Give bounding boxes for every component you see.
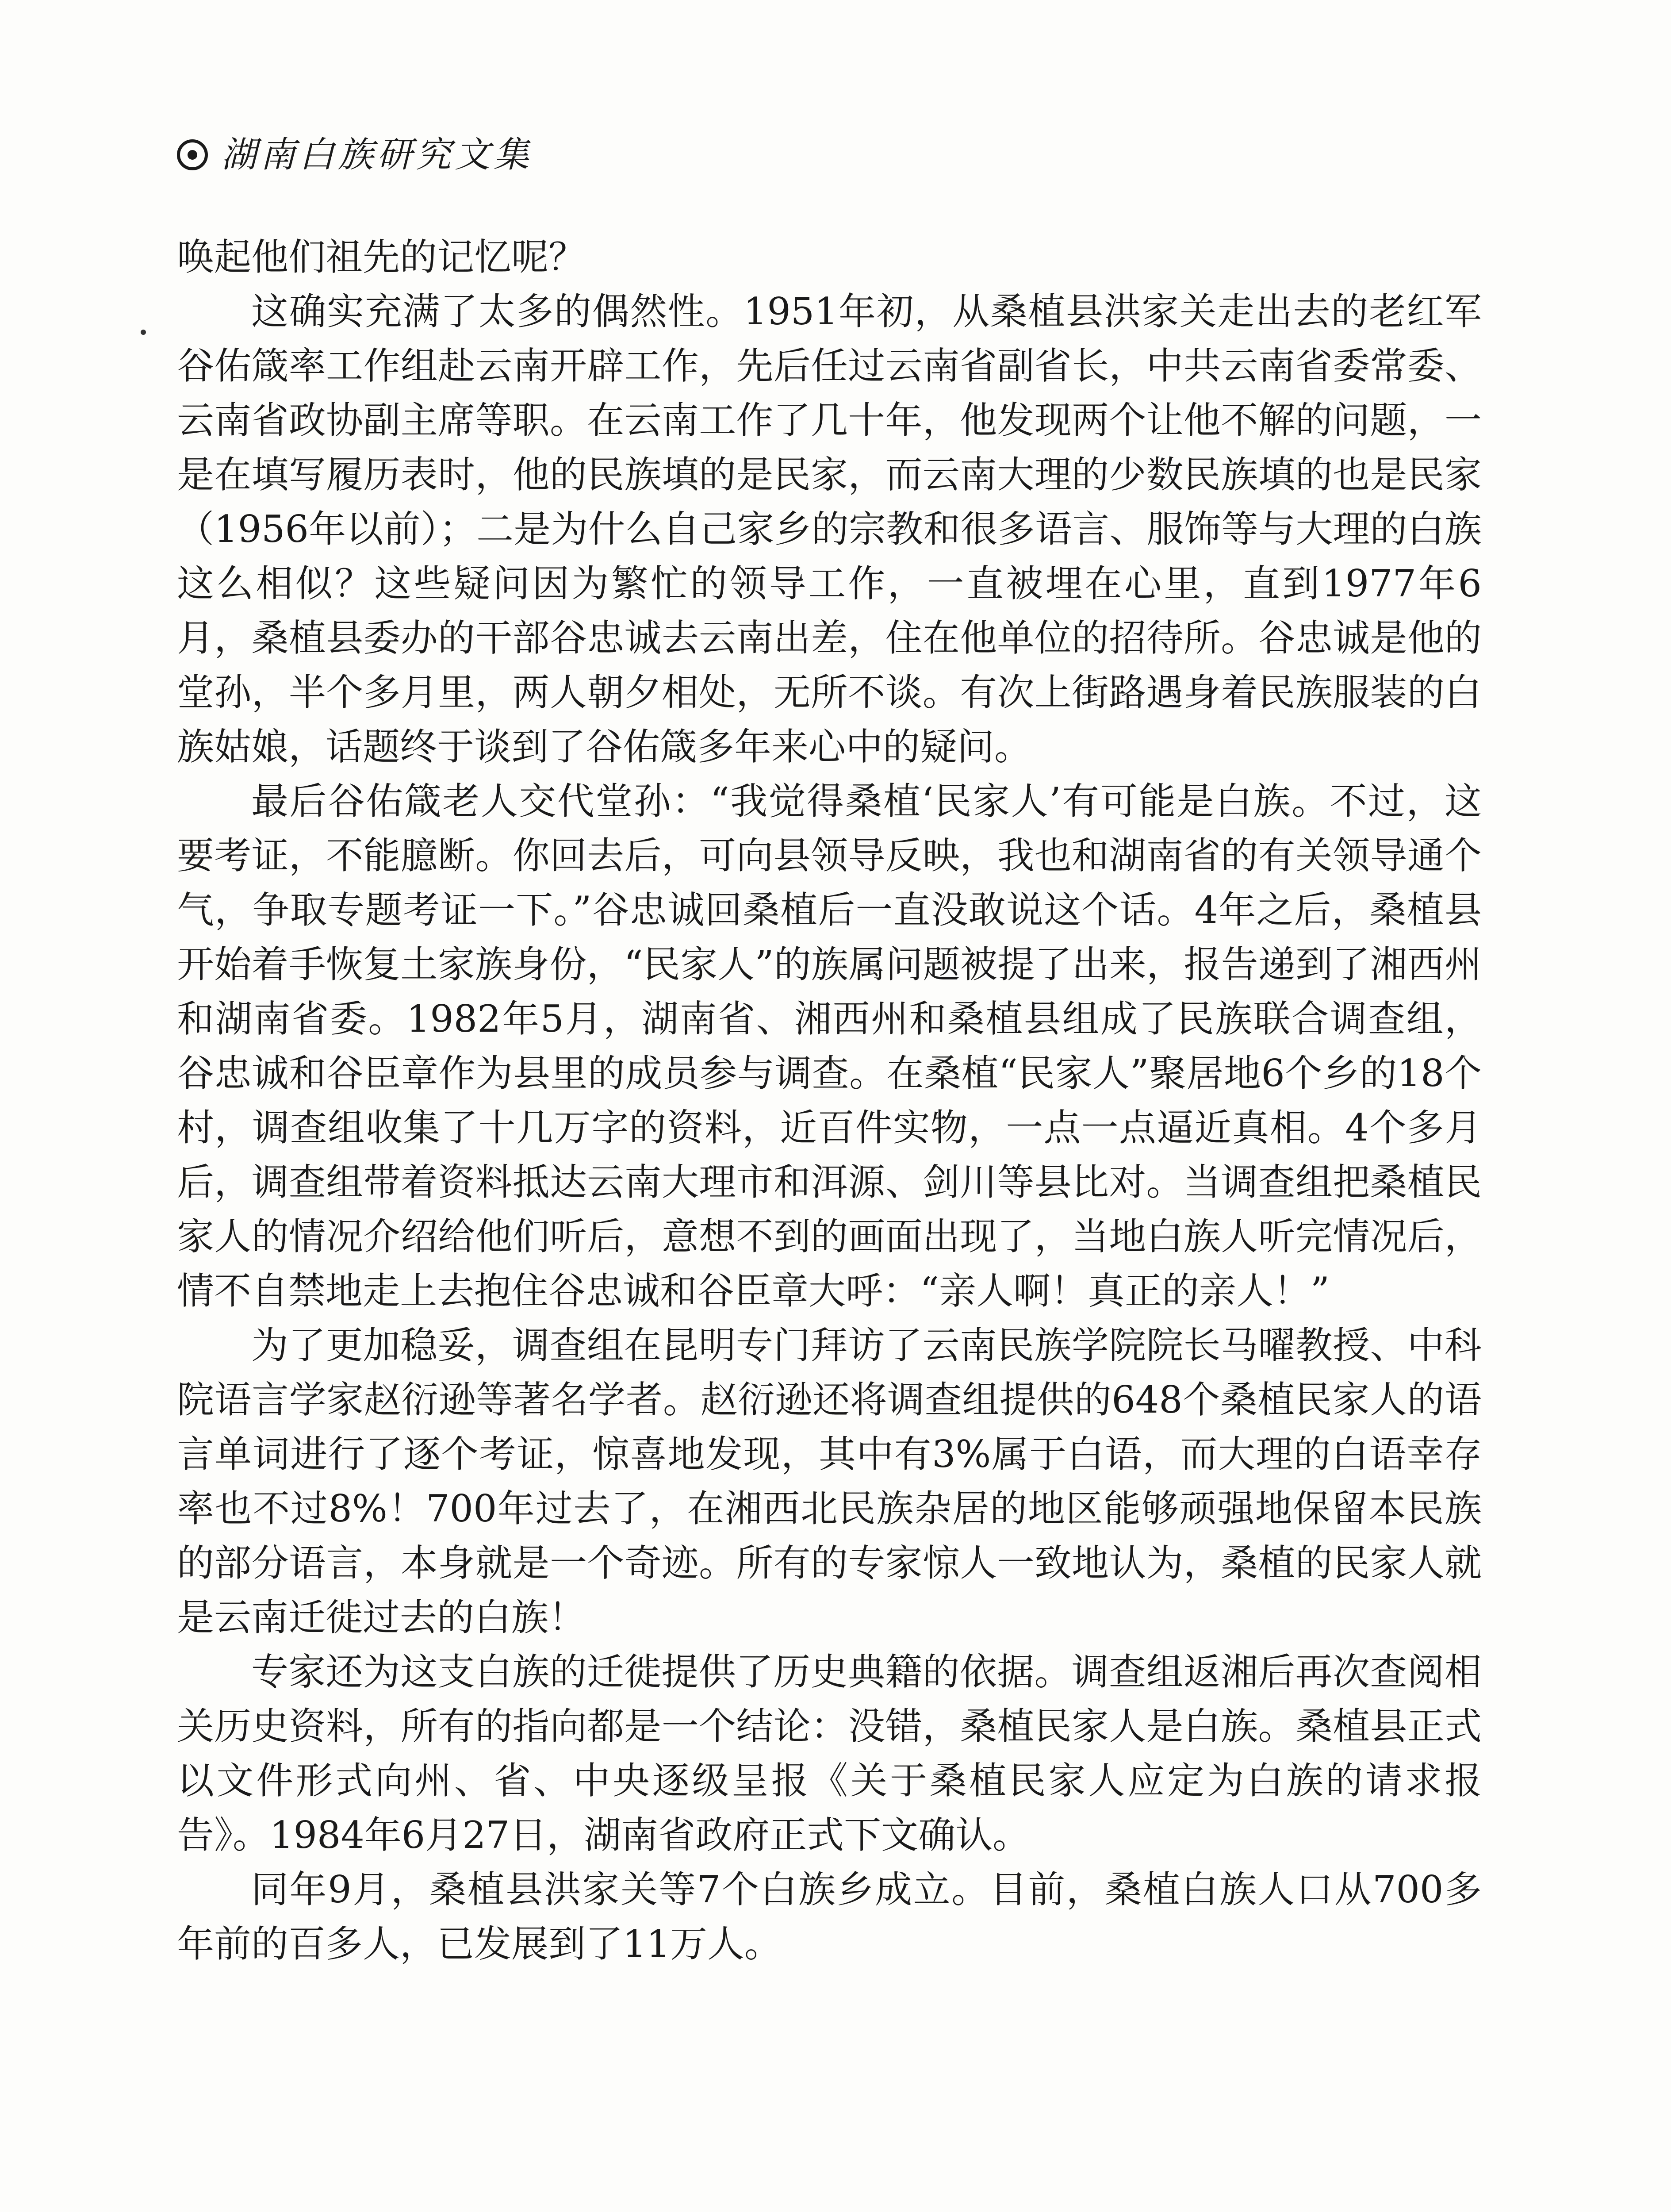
paragraph: 这确实充满了太多的偶然性。1951年初，从桑植县洪家关走出去的老红军谷佑箴率工作组赴云南开辟工作，先后任过云南省副省长，中共云南省委常委、云南省政协副主席等职。在云南工作了几十年，他发现两个让他不解的问题，一是在填写履历表时，他的民族填的是民家，而云南大理的少数民族填的也是民家（1956年以前）；二是为什么自己家乡的宗教和很多语言、服饰等与大理的白族这么相似？这些疑问因为繁忙的领导工作，一直被埋在心里，直到1977年6月，桑植县委办的干部谷忠诚去云南出差，住在他单位的招待所。谷忠诚是他的堂孙，半个多月里，两人朝夕相处，无所不谈。有次上街路遇身着民族服装的白族姑娘，话题终于谈到了谷佑箴多年来心中的疑问。 xyxy=(177,290,1482,768)
paragraph: 为了更加稳妥，调查组在昆明专门拜访了云南民族学院院长马曜教授、中科院语言学家赵衍逊等著名学者。赵衍逊还将调查组提供的648个桑植民家人的语言单词进行了逐个考证，惊喜地发现，其中有3%属于白语，而大理的白语幸存率也不过8%！700年过去了，在湘西北民族杂居的地区能够顽强地保留本民族的部分语言，本身就是一个奇迹。所有的专家惊人一致地认为，桑植的民家人就是云南迁徙过去的白族！ xyxy=(177,1324,1482,1639)
bullseye-icon xyxy=(177,139,208,170)
margin-dot-mark xyxy=(141,330,146,335)
paragraph-continued: 唤起他们祖先的记忆呢？ xyxy=(177,235,586,279)
book-title: 湖南白族研究文集 xyxy=(221,134,533,175)
paragraph: 最后谷佑箴老人交代堂孙：“我觉得桑植‘民家人’有可能是白族。不过，这要考证，不能臆断。你回去后，可向县领导反映，我也和湖南省的有关领导通个气，争取专题考证一下。”谷忠诚回桑植后一直没敢说这个话。4年之后，桑植县开始着手恢复土家族身份，“民家人”的族属问题被提了出来，报告递到了湘西州和湖南省委。1982年5月，湖南省、湘西州和桑植县组成了民族联合调查组，谷忠诚和谷臣章作为县里的成员参与调查。在桑植“民家人”聚居地6个乡的18个村，调查组收集了十几万字的资料，近百件实物，一点一点逼近真相。4个多月后，调查组带着资料抵达云南大理市和洱源、剑川等县比对。当调查组把桑植民家人的情况介绍给他们听后，意想不到的画面出现了，当地白族人听完情况后，情不自禁地走上去抱住谷忠诚和谷臣章大呼：“亲人啊！真正的亲人！” xyxy=(177,780,1482,1313)
running-header xyxy=(177,133,533,177)
paragraph: 专家还为这支白族的迁徙提供了历史典籍的依据。调查组返湘后再次查阅相关历史资料，所有的指向都是一个结论：没错，桑植民家人是白族。桑植县正式以文件形式向州、省、中央逐级呈报《关于桑植民家人应定为白族的请求报告》。1984年6月27日，湖南省政府正式下文确认。 xyxy=(177,1650,1482,1857)
body-text xyxy=(177,230,1482,1971)
paragraph: 同年9月，桑植县洪家关等7个白族乡成立。目前，桑植白族人口从700多年前的百多人，已发展到了11万人。 xyxy=(177,1868,1482,1966)
